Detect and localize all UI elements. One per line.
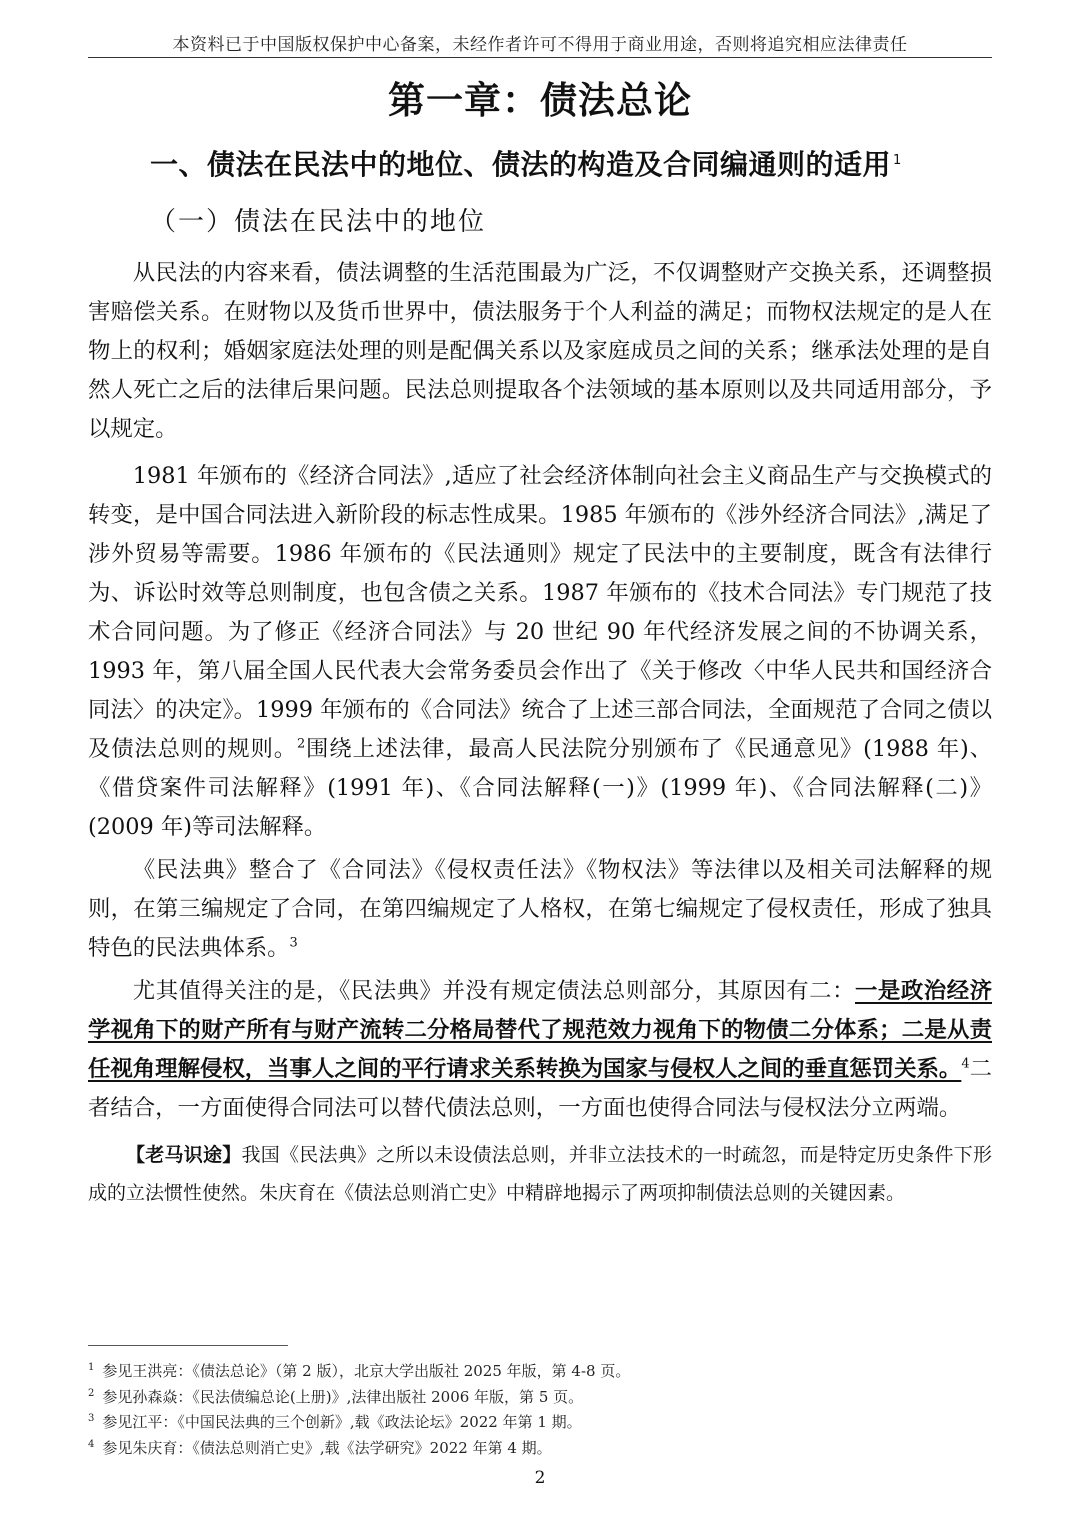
paragraph-text: 尤其值得关注的是，《民法典》并没有规定债法总则部分，其原因有二： [132,978,856,1004]
header-divider [88,57,992,58]
footnote-mark: 3 [88,1413,95,1424]
footnote-ref: 4 [961,1056,970,1072]
chapter-title: 第一章：债法总论 [388,79,692,122]
footnote-text: 参见王洪亮：《债法总论》（第 2 版），北京大学出版社 2025 年版，第 4-8 页。 [102,1362,631,1380]
section-title: 一、债法在民法中的地位、债法的构造及合同编通则的适用 [150,148,892,181]
note-lead: 【老马识途】 [126,1144,242,1166]
paragraph-text: 围绕上述法律，最高人民法院分别颁布了《民通意见》(1988 年)、《借贷案件司法解释》(1991 年)、《合同法解释(一)》(1999 年)、《合同法解释(二)》(2009 年)等司法解释。 [88,736,993,840]
paragraph-text: 《民法典》整合了《合同法》《侵权责任法》《物权法》等法律以及相关司法解释的规则，在第三编规定了合同，在第四编规定了人格权，在第七编规定了侵权责任，形成了独具特色的民法典体系。 [88,857,992,961]
emphasized-text: 一是政治经济学视角下的财产所有与财产流转二分格局替代了规范效力视角下的物债二分体系；二是从责任视角理解侵权，当事人之间的平行请求关系转换为国家与侵权人之间的垂直惩罚关系。 [88,978,993,1082]
note-text: 我国《民法典》之所以未设债法总则，并非立法技术的一时疏忽，而是特定历史条件下形成的立法惯性使然。朱庆育在《债法总则消亡史》中精辟地揭示了两项抑制债法总则的关键因素。 [88,1144,992,1204]
footnote [88,1408,992,1434]
paragraph-civil-law-scope: 从民法的内容来看，债法调整的生活范围最为广泛，不仅调整财产交换关系，还调整损害赔偿关系。在财物以及货币世界中，债法服务于个人利益的满足；而物权法规定的是人在物上的权利；婚姻家庭法处理的则是配偶关系以及家庭成员之间的关系；继承法处理的是自然人死亡之后的法律后果问题。民法总则提取各个法领域的基本原则以及共同适用部分，予以规定。 [88,260,992,442]
paragraph-contract-law-history [88,457,992,847]
footnote-ref: 3 [289,935,298,951]
footnote-text: 参见朱庆育：《债法总则消亡史》,载《法学研究》2022 年第 4 期。 [102,1438,552,1457]
footnote-mark: 1 [88,1362,95,1373]
footnote-text: 参见江平：《中国民法典的三个创新》,载《政法论坛》2022 年第 1 期。 [102,1413,582,1431]
section-heading [150,143,902,183]
footnotes [88,1357,992,1459]
page-number: 2 [534,1468,546,1488]
paragraph-no-general-part [88,972,992,1128]
footnote-text: 参见孙森焱：《民法债编总论(上册)》,法律出版社 2006 年版，第 5 页。 [102,1387,584,1406]
footnote [88,1383,992,1409]
author-note [88,1136,992,1212]
footnote-ref: 2 [296,736,306,752]
copyright-header: 本资料已于中国版权保护中心备案，未经作者许可不得用于商业用途，否则将追究相应法律责任 [172,35,908,55]
paragraph-text: 二者结合，一方面使得合同法可以替代债法总则，一方面也使得合同法与侵权法分立两端。 [88,1056,993,1121]
footnote-ref: 1 [893,152,902,168]
footnote [88,1357,992,1383]
footnote-mark: 4 [88,1438,95,1450]
paragraph-text: 1981 年颁布的《经济合同法》,适应了社会经济体制向社会主义商品生产与交换模式的转变，是中国合同法进入新阶段的标志性成果。1985 年颁布的《涉外经济合同法》,满足了涉外贸易等需要。1986 年颁布的《民法通则》规定了民法中的主要制度，既含有法律行为、诉讼时效等总则制度，也包含债之关系。1987 年颁布的《技术合同法》专门规范了技术合同问题。为了修正《经济合同法》与 20 世纪 90 年代经济发展之间的不协调关系，1993 年，第八届全国人民代表大会常务委员会作出了《关于修改〈中华人民共和国经济合同法〉的决定》。1999 年颁布的《合同法》统合了上述三部合同法，全面规范了合同之债以及债法总则的规则。 [88,463,992,762]
footnote-divider [88,1345,288,1346]
paragraph-civil-code-system [88,851,992,968]
subsection-heading: （一）债法在民法中的地位 [150,207,487,237]
body-text [88,248,992,1231]
footnote-mark: 2 [88,1387,95,1399]
footnote [88,1434,992,1460]
